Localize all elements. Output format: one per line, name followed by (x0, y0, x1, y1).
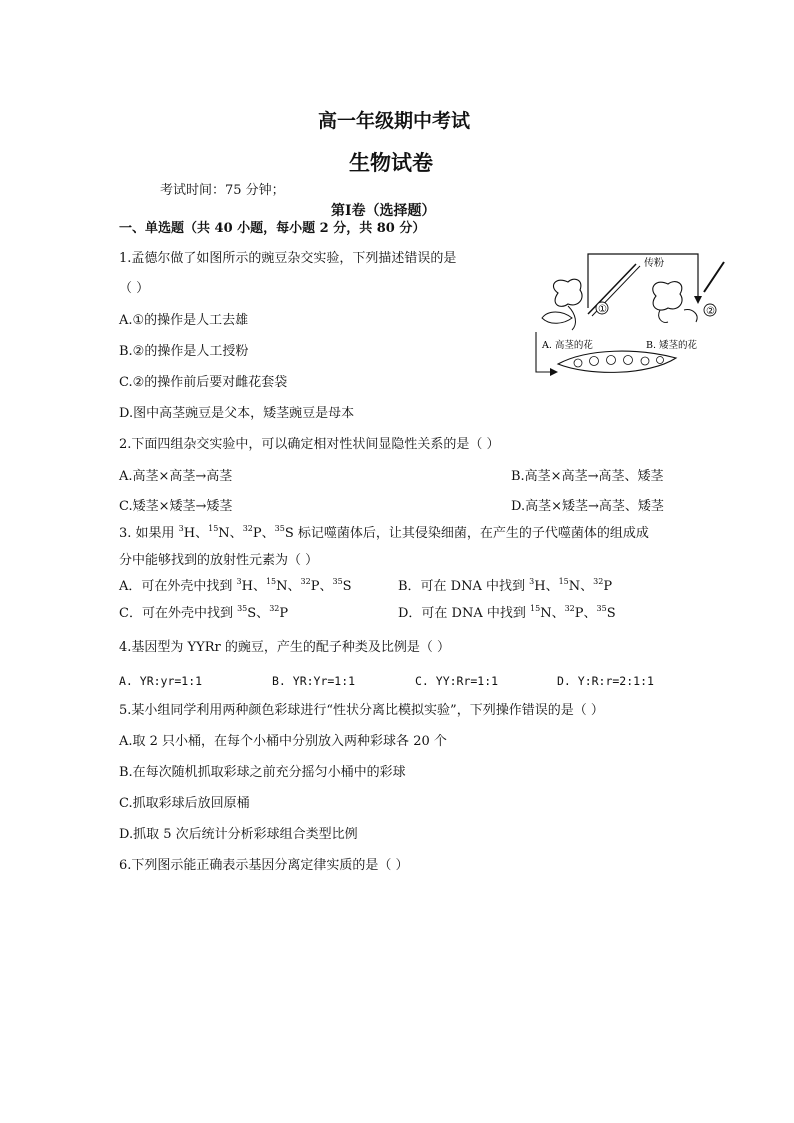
short-flower-label: B. 矮茎的花 (646, 340, 698, 351)
q1-bracket: （ ） (119, 281, 150, 296)
q5-option-b: B.在每次随机抓取彩球之前充分摇匀小桶中的彩球 (119, 765, 406, 780)
q5-stem: 5.某小组同学利用两种颜色彩球进行“性状分离比模拟实验”，下列操作错误的是（ ） (119, 703, 604, 718)
q5-option-a: A.取 2 只小桶，在每个小桶中分别放入两种彩球各 20 个 (119, 734, 447, 749)
q3-stem-line1: 3. 如果用 $^3$H、$^{15}$N、$^{32}$P、$^{35}$S 标记噬菌体后，让其侵染细菌，在产生的子代噬菌体的组成成 (119, 523, 649, 541)
q2-option-c: C.矮茎×矮茎→矮茎 (119, 499, 233, 514)
q1-option-b: B.②的操作是人工授粉 (119, 344, 249, 359)
pollination-label: 传粉 (644, 258, 664, 269)
q3-option-a: A．可在外壳中找到 $^3$H、$^{15}$N、$^{32}$P、$^{35}$S (119, 576, 352, 594)
q3-option-c: C．可在外壳中找到 $^{35}$S、$^{32}$P (119, 603, 289, 621)
q2-stem: 2.下面四组杂交实验中，可以确定相对性状间显隐性关系的是（ ） (119, 437, 500, 452)
q4-option-d: D. Y:R:r=2:1:1 (557, 674, 654, 688)
q1-option-c: C.②的操作前后要对雌花套袋 (119, 375, 288, 390)
exam-title: 高一年级期中考试 (318, 110, 471, 132)
q4-option-b: B. YR:Yr=1:1 (272, 674, 356, 688)
q4-option-c: C. YY:Rr=1:1 (415, 674, 499, 688)
q1-option-d: D.图中高茎豌豆是父本，矮茎豌豆是母本 (119, 406, 355, 421)
q5-option-c: C.抓取彩球后放回原桶 (119, 796, 250, 811)
circle-2-label: ② (706, 306, 715, 317)
q1-stem: 1.孟德尔做了如图所示的豌豆杂交实验，下列描述错误的是 (119, 251, 457, 266)
part-heading: 一、单选题（共 40 小题，每小题 2 分，共 80 分） (119, 221, 426, 236)
q2-option-d: D.高茎×矮茎→高茎、矮茎 (511, 499, 664, 514)
q6-stem: 6.下列图示能正确表示基因分离定律实质的是（ ） (119, 858, 409, 873)
pea-cross-figure (528, 248, 728, 378)
tall-flower-label: A. 高茎的花 (542, 340, 593, 351)
q5-option-d: D.抓取 5 次后统计分析彩球组合类型比例 (119, 827, 358, 842)
section-title: 第Ⅰ卷（选择题） (331, 203, 436, 219)
q3-stem-line2: 分中能够找到的放射性元素为（ ） (119, 553, 319, 568)
q2-option-a: A.高茎×高茎→高茎 (119, 469, 233, 484)
q2-option-b: B.高茎×高茎→高茎、矮茎 (511, 469, 664, 484)
circle-1-label: ① (598, 304, 607, 315)
q1-option-a: A.①的操作是人工去雄 (119, 313, 249, 328)
exam-time: 考试时间：75 分钟； (160, 183, 285, 198)
q3-option-d: D．可在 DNA 中找到 $^{15}$N、$^{32}$P、$^{35}$S (398, 603, 616, 621)
q4-stem: 4.基因型为 YYRr 的豌豆，产生的配子种类及比例是（ ） (119, 640, 450, 655)
q4-option-a: A. YR:yr=1:1 (119, 674, 203, 688)
q3-option-b: B．可在 DNA 中找到 $^3$H、$^{15}$N、$^{32}$P (398, 576, 613, 594)
subject-title: 生物试卷 (349, 150, 433, 175)
